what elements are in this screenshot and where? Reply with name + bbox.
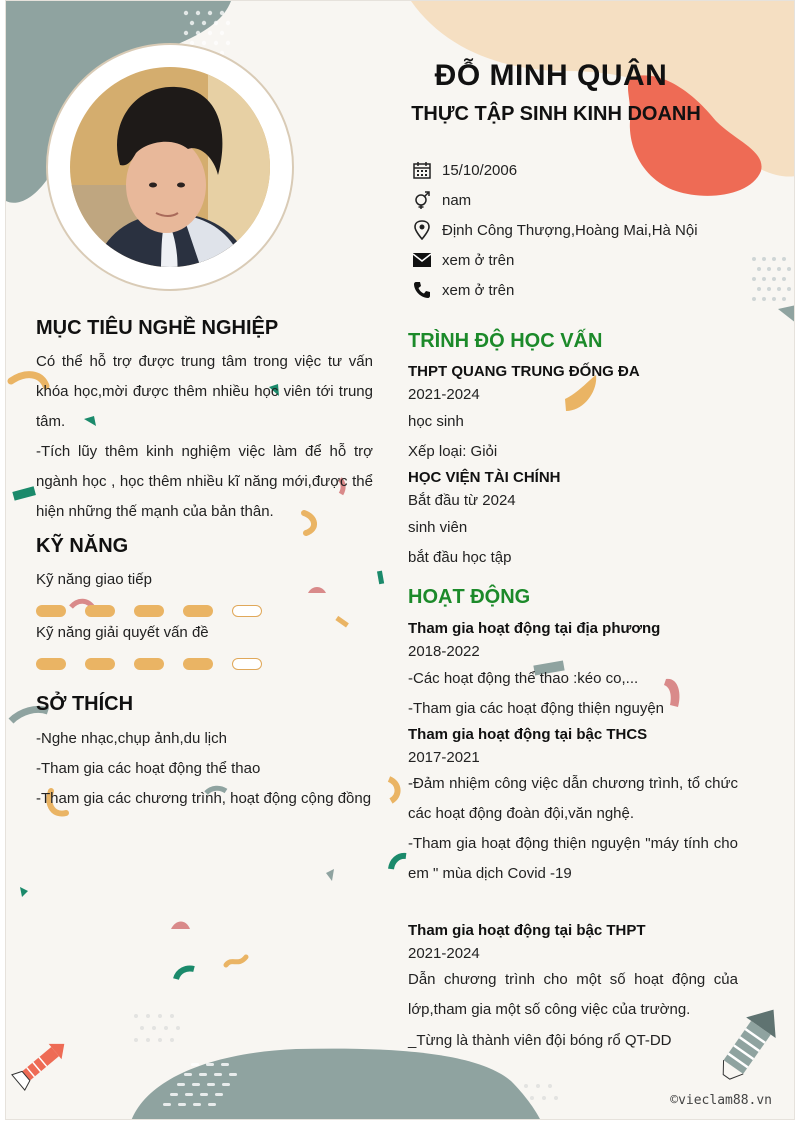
contact-address xyxy=(411,219,698,241)
activity-period: 2017-2021 xyxy=(408,749,480,766)
birthday-text: 15/10/2006 xyxy=(442,161,518,179)
skill-dot-filled xyxy=(36,605,66,617)
activity-period: 2018-2022 xyxy=(408,643,480,660)
skill-name: Kỹ năng giao tiếp xyxy=(36,571,152,588)
skill-dot-filled xyxy=(183,658,213,670)
activity-line: -Tham gia các hoạt động thiện nguyện xyxy=(408,700,665,717)
location-pin-icon xyxy=(411,219,433,241)
profile-photo xyxy=(48,45,292,289)
email-text: xem ở trên xyxy=(442,251,515,269)
skill-dot-filled xyxy=(85,605,115,617)
gender-icon xyxy=(411,189,433,211)
skill-dot-empty xyxy=(232,658,262,670)
activity-period: 2021-2024 xyxy=(408,945,480,962)
skill-dot-filled xyxy=(134,658,164,670)
envelope-icon xyxy=(411,249,433,271)
objective-title: MỤC TIÊU NGHỀ NGHIỆP xyxy=(36,317,279,339)
objective-line-2: -Tích lũy thêm kinh nghiệm việc làm để hỗ trợ ngành học , học thêm nhiều kĩ năng mới,được thể hiện những thế mạnh của bản thân. xyxy=(36,443,373,520)
skill-dot-filled xyxy=(134,605,164,617)
address-text: Định Công Thượng,Hoàng Mai,Hà Nội xyxy=(442,221,698,239)
skill-dot-filled xyxy=(36,658,66,670)
activity-name: Tham gia hoạt động tại bậc THCS xyxy=(408,726,648,743)
activity-line: -Các hoạt động thể thao :kéo co,... xyxy=(408,670,639,687)
school-role: sinh viên xyxy=(408,519,468,536)
cv-page xyxy=(5,0,795,1120)
objective-line-1: Có thể hỗ trợ được trung tâm trong việc tư vấn khóa học,mời được thêm nhiều học viên tới trung tâm. xyxy=(36,353,373,430)
calendar-icon xyxy=(411,159,433,181)
contact-phone xyxy=(411,279,514,301)
candidate-name: ĐỖ MINH QUÂN xyxy=(434,59,668,92)
school-period: Bắt đầu từ 2024 xyxy=(408,492,516,509)
school-role: học sinh xyxy=(408,413,464,430)
contact-birthday xyxy=(411,159,517,181)
school-period: 2021-2024 xyxy=(408,386,480,403)
hobby-item: -Tham gia các hoạt động thể thao xyxy=(36,760,261,777)
activity-name: Tham gia hoạt động tại bậc THPT xyxy=(408,922,646,939)
skills-title: KỸ NĂNG xyxy=(36,535,129,557)
school-name: THPT QUANG TRUNG ĐỐNG ĐA xyxy=(408,363,640,380)
activity-line: _Từng là thành viên đội bóng rổ QT-DD xyxy=(408,1032,672,1049)
skill-dot-filled xyxy=(183,605,213,617)
avatar xyxy=(46,43,294,291)
gender-text: nam xyxy=(442,191,472,209)
school-note: bắt đầu học tập xyxy=(408,549,512,566)
school-note: Xếp loại: Giỏi xyxy=(408,443,498,460)
activity-line: -Tham gia hoạt động thiện nguyện "máy tính cho em " mùa dịch Covid -19 xyxy=(408,835,738,882)
skill-level-bar xyxy=(36,658,262,670)
hobby-item: -Tham gia các chương trình, hoạt động cộng đồng xyxy=(36,790,372,807)
contact-gender xyxy=(411,189,471,211)
hobbies-title: SỞ THÍCH xyxy=(36,693,134,715)
school-name: HỌC VIỆN TÀI CHÍNH xyxy=(408,469,561,486)
contact-email xyxy=(411,249,514,271)
activity-line: -Đảm nhiệm công việc dẫn chương trình, tổ chức các hoạt động đoàn đội,văn nghệ. xyxy=(408,775,738,822)
skill-dot-filled xyxy=(85,658,115,670)
activity-name: Tham gia hoạt động tại địa phương xyxy=(408,620,661,637)
watermark: ©vieclam88.vn xyxy=(670,1093,772,1108)
activities-title: HOẠT ĐỘNG xyxy=(408,586,531,608)
skill-level-bar xyxy=(36,605,262,617)
hobby-item: -Nghe nhạc,chụp ảnh,du lịch xyxy=(36,730,227,747)
skill-dot-empty xyxy=(232,605,262,617)
education-title: TRÌNH ĐỘ HỌC VẤN xyxy=(408,330,603,352)
phone-text: xem ở trên xyxy=(442,281,515,299)
activity-line: Dẫn chương trình cho một số hoạt động của lớp,tham gia một số công việc của trường. xyxy=(408,971,738,1018)
phone-icon xyxy=(411,279,433,301)
skill-name: Kỹ năng giải quyết vấn đề xyxy=(36,624,209,641)
job-title: THỰC TẬP SINH KINH DOANH xyxy=(411,103,701,125)
